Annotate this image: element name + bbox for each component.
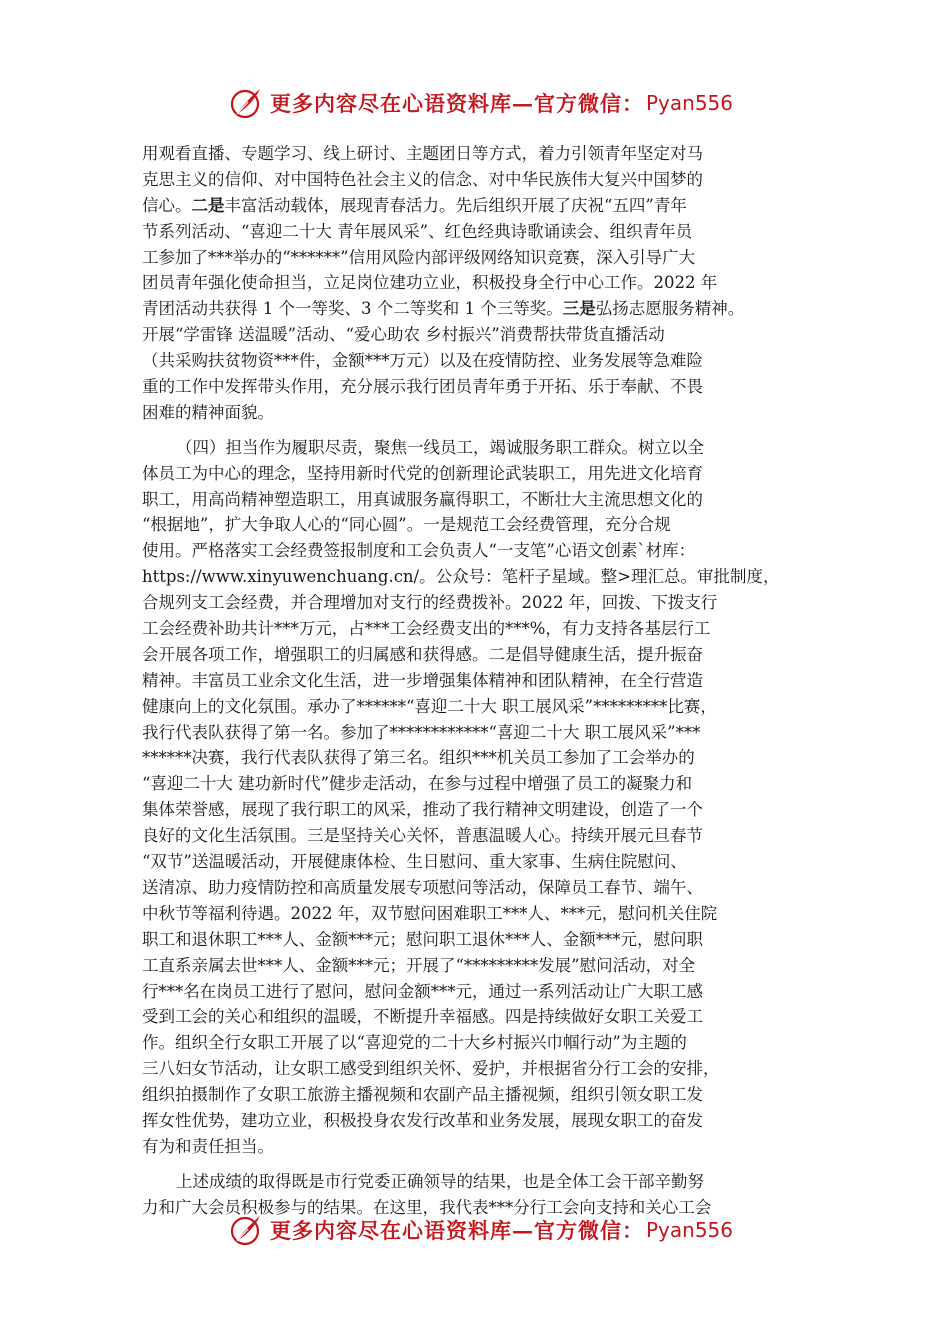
text-segment: 会开展各项工作，增强职工的归属感和获得感。二是倡导健康生活，提升振奋 bbox=[142, 644, 703, 664]
quill-logo-icon bbox=[228, 85, 264, 121]
text-line bbox=[142, 435, 810, 461]
watermark-id: Pyan556 bbox=[646, 91, 734, 115]
text-segment: 力和广大会员积极参与的结果。在这里，我代表***分行工会向支持和关心工会 bbox=[142, 1197, 712, 1217]
text-line bbox=[142, 901, 810, 927]
quill-logo-icon bbox=[228, 1212, 264, 1248]
text-line bbox=[142, 979, 810, 1005]
text-line bbox=[142, 771, 810, 797]
text-segment: 集体荣誉感，展现了我行职工的风采，推动了我行精神文明建设，创造了一个 bbox=[142, 800, 703, 820]
text-segment: 开展“学雷锋 送温暖”活动、“爱心助农 乡村振兴”消费帮扶带货直播活动 bbox=[142, 325, 665, 345]
text-line bbox=[142, 461, 810, 487]
text-line bbox=[142, 374, 810, 400]
text-segment: 三八妇女节活动，让女职工感受到组织关怀、爱护，并根据省分行工会的安排， bbox=[142, 1059, 720, 1079]
paragraph bbox=[142, 435, 810, 1160]
text-line bbox=[142, 245, 810, 271]
text-segment: “喜迎二十大 建功新时代”健步走活动，在参与过程中增强了员工的凝聚力和 bbox=[142, 774, 693, 794]
text-segment: 节系列活动、“喜迎二十大 青年展风采”、红色经典诗歌诵读会、组织青年员 bbox=[142, 221, 693, 241]
text-segment: 用观看直播、专题学习、线上研讨、主题团日等方式，着力引领青年坚定对马 bbox=[142, 144, 703, 163]
text-line bbox=[142, 668, 810, 694]
text-segment: 体员工为中心的理念，坚持用新时代党的创新理论武装职工，用先进文化培育 bbox=[142, 463, 703, 483]
text-line bbox=[142, 348, 810, 374]
text-segment: 工直系亲属去世***人、金额***元；开展了“*********发展”慰问活动，对全 bbox=[142, 955, 696, 975]
text-segment: 良好的文化生活氛围。三是坚持关心关怀，普惠温暖人心。持续开展元旦春节 bbox=[142, 826, 703, 846]
text-segment: 精神。丰富员工业余文化生活，进一步增强集体精神和团队精神，在全行营造 bbox=[142, 670, 703, 690]
text-segment: 挥女性优势，建功立业，积极投身农发行改革和业务发展，展现女职工的奋发 bbox=[142, 1110, 703, 1130]
text-line bbox=[142, 1082, 810, 1108]
text-line bbox=[142, 512, 810, 538]
text-segment: 工会经费补助共计***万元，占***工会经费支出的***%，有力支持各基层行工 bbox=[142, 619, 711, 639]
text-segment: 有为和责任担当。 bbox=[142, 1136, 274, 1156]
document-body bbox=[142, 141, 810, 1221]
text-line bbox=[142, 270, 810, 296]
text-segment: 组织拍摄制作了女职工旅游主播视频和农副产品主播视频，组织引领女职工发 bbox=[142, 1085, 703, 1105]
text-line bbox=[142, 590, 810, 616]
text-segment: （共采购扶贫物资***件，金额***万元）以及在疫情防控、业务发展等急难险 bbox=[142, 351, 703, 371]
text-segment: “双节”送温暖活动，开展健康体检、生日慰问、重大家事、生病住院慰问、 bbox=[142, 852, 687, 872]
text-segment: 青团活动共获得 1 个一等奖、3 个二等奖和 1 个三等奖。 bbox=[142, 299, 563, 319]
paragraph-gap bbox=[142, 426, 810, 435]
text-line bbox=[142, 141, 810, 167]
text-segment: 我行代表队获得了第一名。参加了************“喜迎二十大 职工展风采”*** bbox=[142, 722, 701, 742]
paragraph bbox=[142, 141, 810, 426]
text-segment: 作。组织全行女职工开展了以“喜迎党的二十大乡村振兴巾帼行动”为主题的 bbox=[142, 1033, 687, 1053]
text-line bbox=[142, 296, 810, 322]
text-segment: ******决赛，我行代表队获得了第三名。组织***机关员工参加了工会举办的 bbox=[142, 748, 695, 768]
text-line bbox=[142, 1108, 810, 1134]
text-line bbox=[142, 219, 810, 245]
text-line bbox=[142, 193, 810, 219]
text-segment: （四）担当作为履职尽责，聚焦一线员工，竭诚服务职工群众。树立以全 bbox=[176, 437, 704, 457]
text-line bbox=[142, 1134, 810, 1160]
text-segment: 重的工作中发挥带头作用，充分展示我行团员青年勇于开拓、乐于奉献、不畏 bbox=[142, 377, 703, 397]
text-segment: 团员青年强化使命担当，立足岗位建功立业，积极投身全行中心工作。2022 年 bbox=[142, 273, 718, 293]
text-line bbox=[142, 823, 810, 849]
text-line bbox=[142, 1030, 810, 1056]
text-line bbox=[142, 487, 810, 513]
text-segment: 弘扬志愿服务精神。 bbox=[595, 299, 745, 319]
text-line bbox=[142, 849, 810, 875]
text-line bbox=[142, 1004, 810, 1030]
text-segment: 克思主义的信仰、对中国特色社会主义的信念、对中华民族伟大复兴中国梦的 bbox=[142, 169, 703, 189]
text-segment: 职工和退休职工***人、金额***元；慰问职工退休***人、金额***元，慰问职 bbox=[142, 929, 703, 949]
text-line bbox=[142, 927, 810, 953]
text-segment: https://www.xinyuwenchuang.cn/。公众号：笔杆子星域。整>理汇总。审批制度， bbox=[142, 567, 780, 587]
text-segment: 使用。严格落实工会经费签报制度和工会负责人“一支笔”心语文创素`材库： bbox=[142, 541, 696, 561]
emphasis-text: 三是 bbox=[562, 299, 596, 319]
text-line bbox=[142, 694, 810, 720]
text-segment: 送清凉、助力疫情防控和高质量发展专项慰问等活动，保障员工春节、端午、 bbox=[142, 877, 703, 897]
text-segment: 受到工会的关心和组织的温暖，不断提升幸福感。四是持续做好女职工关爱工 bbox=[142, 1007, 703, 1027]
text-segment: 健康向上的文化氛围。承办了******“喜迎二十大 职工展风采”*********比赛， bbox=[142, 696, 717, 716]
text-line bbox=[142, 745, 810, 771]
text-line bbox=[142, 538, 810, 564]
text-line bbox=[142, 1056, 810, 1082]
text-segment: 合规列支工会经费，并合理增加对支行的经费拨补。2022 年，回拨、下拨支行 bbox=[142, 593, 718, 613]
text-line bbox=[142, 797, 810, 823]
emphasis-text: 二是 bbox=[191, 195, 225, 215]
paragraph-gap bbox=[142, 1160, 810, 1169]
text-segment: 上述成绩的取得既是市行党委正确领导的结果，也是全体工会干部辛勤努 bbox=[176, 1171, 704, 1191]
watermark-banner-bottom bbox=[228, 1209, 748, 1251]
text-line bbox=[142, 167, 810, 193]
text-line bbox=[142, 564, 810, 590]
watermark-banner-top bbox=[228, 82, 748, 124]
text-segment: 丰富活动载体，展现青春活力。先后组织开展了庆祝“五四”青年 bbox=[224, 195, 687, 215]
text-segment: 行***名在岗员工进行了慰问，慰问金额***元，通过一系列活动让广大职工感 bbox=[142, 981, 703, 1001]
text-line bbox=[142, 875, 810, 901]
text-line bbox=[142, 322, 810, 348]
text-segment: 信心。 bbox=[142, 195, 192, 215]
text-segment: 职工，用高尚精神塑造职工，用真诚服务赢得职工，不断壮大主流思想文化的 bbox=[142, 489, 703, 509]
watermark-id: Pyan556 bbox=[646, 1218, 734, 1242]
text-line bbox=[142, 953, 810, 979]
text-segment: 中秋节等福利待遇。2022 年，双节慰问困难职工***人、***元，慰问机关住院 bbox=[142, 903, 718, 923]
text-line bbox=[142, 400, 810, 426]
watermark-text: 更多内容尽在心语资料库—官方微信： bbox=[270, 1218, 644, 1243]
text-segment: “根据地”，扩大争取人心的“同心圆”。一是规范工会经费管理，充分合规 bbox=[142, 515, 671, 535]
text-line bbox=[142, 1169, 810, 1195]
watermark-text: 更多内容尽在心语资料库—官方微信： bbox=[270, 91, 644, 116]
text-segment: 工参加了***举办的“******”信用风险内部评级网络知识竞赛，深入引导广大 bbox=[142, 247, 696, 267]
text-line bbox=[142, 720, 810, 746]
text-line bbox=[142, 616, 810, 642]
text-segment: 困难的精神面貌。 bbox=[142, 402, 274, 422]
text-line bbox=[142, 642, 810, 668]
